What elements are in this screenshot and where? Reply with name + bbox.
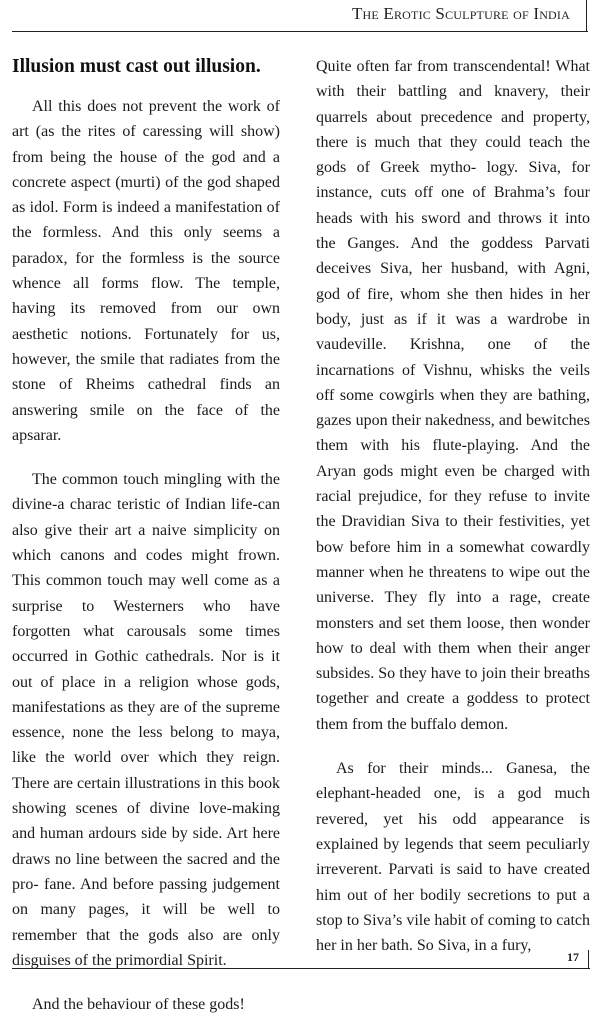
body-paragraph: The common touch mingling with the divine-a charac teristic of Indian life-can also give their art a naive simplicity on which canons and codes might frown. This common touch may well come as a surprise to Westerners who have forgotten what carousals some times occurred in Gothic cathedrals. Nor is it out of place in a religion whose gods, manifestations as they are of the supreme essence, none the less belong to maya, like the world over which they reign. There are certain illustrations in this book showing scenes of divine love-making and human ardours side by side. Art here draws no line between the sacred and the pro- fane. And before passing judgement on many pages, it will be well to remember that the gods also are only disguises of the primordial Spirit. (12, 471, 280, 969)
left-column (12, 54, 280, 1017)
running-header-title: The Erotic Sculpture of India (351, 4, 570, 23)
section-heading: Illusion must cast out illusion. (12, 56, 261, 77)
body-paragraph: All this does not prevent the work of art (as the rites of caressing will show) from being the house of the god and a concrete aspect (murti) of the god shaped as idol. Form is indeed a manifestation of the formless. And this only seems a paradox, for the formless is the source whence all forms flow. The temple, having its removed from our own aesthetic notions. Fortunately for us, however, the smile that radiates from the stone of Rheims cathedral finds an answering smile on the face of the apsarar. (12, 98, 280, 444)
header-corner-tick (586, 0, 587, 32)
right-column (316, 54, 590, 958)
footer-corner-tick (588, 950, 589, 969)
header-rule (12, 31, 588, 32)
body-paragraph: As for their minds... Ganesa, the elephant-headed one, is a god much revered, yet his odd appearance is explained by legends that seem peculiarly irreverent. Parvati is said to have created him out of her bodily secretions to put a stop to Siva’s vile habit of coming to catch her in her bath. So Siva, in a fury, (316, 760, 590, 955)
body-paragraph: And the behaviour of these gods! (32, 996, 245, 1014)
body-paragraph: Quite often far from transcendental! What with their battling and knavery, their quarrels about precedence and property, there is much that they could teach the gods of Greek mytho- logy. Siva, for instance, cuts off one of Brahma’s four heads with his sword and throws it into the Ganges. And the goddess Parvati deceives Siva, her husband, with Agni, god of fire, whom she then hides in her body, just as if it was a wardrobe in vaudeville. Krishna, one of the incarnations of Vishnu, whisks the veils off some cowgirls when they are bathing, gazes upon their nakedness, and bewitches them with his flute-playing. And the Aryan gods might even be charged with racial prejudice, for they refuse to invite the Dravidian Siva to their festivities, yet bow before him in a somewhat cowardly manner when he threatens to wipe out the universe. They fly into a rage, create monsters and set them loose, then wonder how to deal with them when their anger subsides. So they have to join their breaths together and create a goddess to protect them from the buffalo demon. (316, 58, 590, 733)
footer-rule (12, 968, 590, 969)
page-number: 17 (567, 950, 579, 964)
